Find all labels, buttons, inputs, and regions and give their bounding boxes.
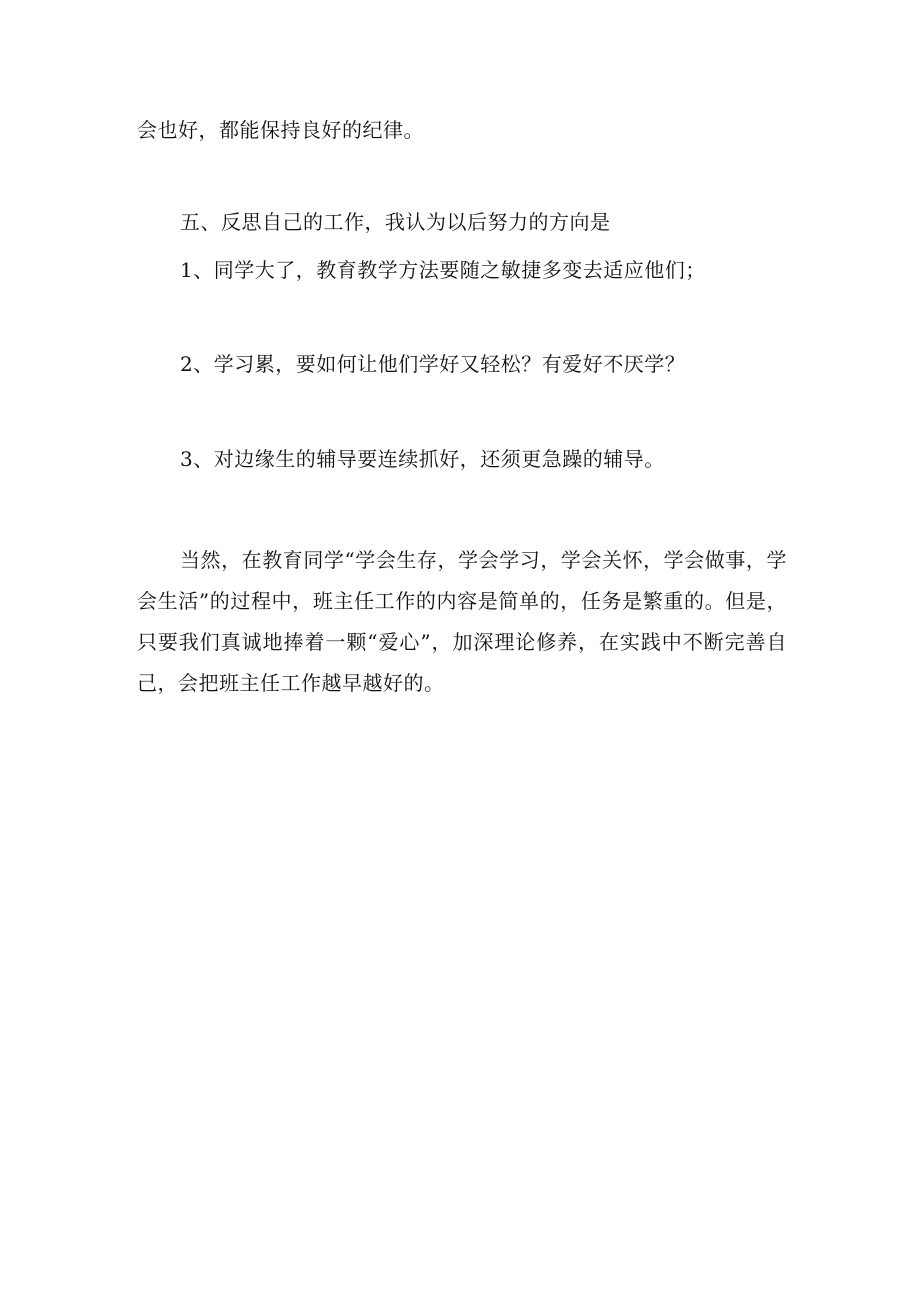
list-item: 1、同学大了，教育教学方法要随之敏捷多变去适应他们； xyxy=(180,258,706,282)
section-heading: 五、反思自己的工作，我认为以后努力的方向是 xyxy=(180,210,611,234)
closing-paragraph: 当然，在教育同学“学会生存，学会学习，学会关怀，学会做事，学会生活”的过程中，班主任工作的内容是简单的，任务是繁重的。但是，只要我们真诚地捧着一颗“爱心”，加深理论修养，在实践中不断完善自己，会把班主任工作越早越好的。 xyxy=(137,548,787,695)
list-item: 2、学习累，要如何让他们学好又轻松？有爱好不厌学？ xyxy=(180,352,686,376)
continuation-line: 会也好，都能保持良好的纪律。 xyxy=(137,118,424,142)
list-item: 3、对边缘生的辅导要连续抓好，还须更急躁的辅导。 xyxy=(180,447,665,471)
